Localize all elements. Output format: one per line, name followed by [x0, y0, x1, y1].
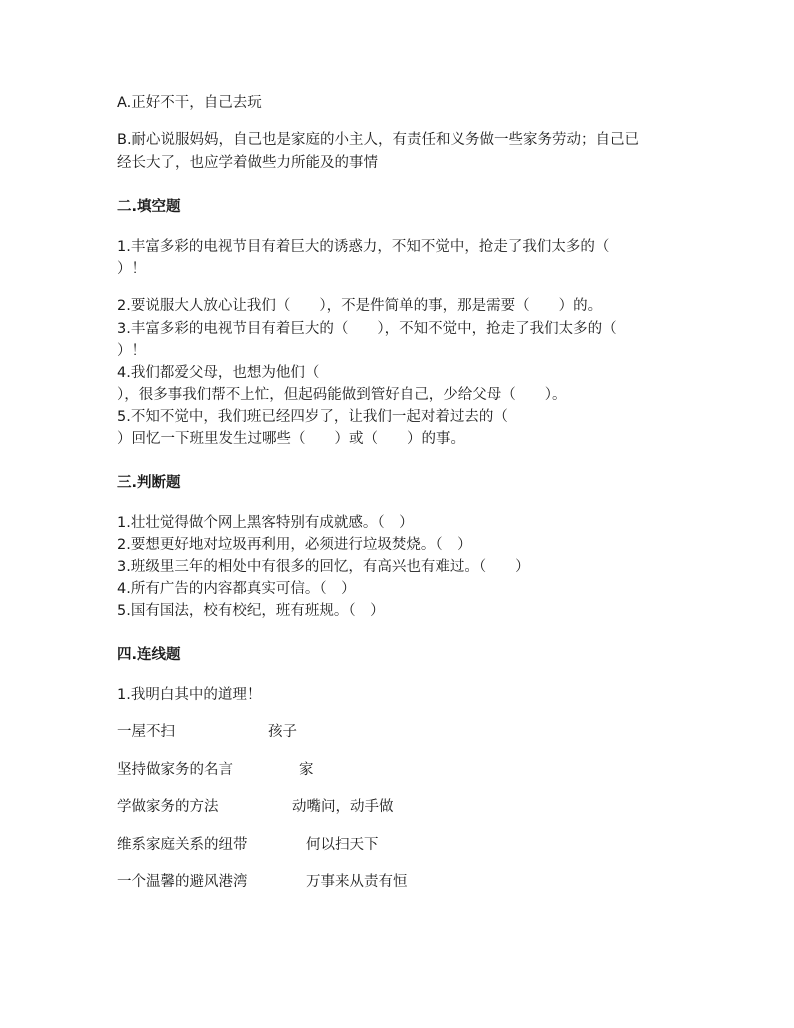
section2-title: 二.填空题	[117, 199, 181, 215]
match-right-item: 孩子	[268, 724, 297, 740]
match-right-item: 何以扫天下	[306, 837, 379, 853]
match-right-item: 家	[299, 762, 314, 778]
judge-q4: 4.所有广告的内容都真实可信。（ ）	[117, 581, 356, 597]
fill-q1-line2: ）！	[117, 261, 146, 277]
match-q1: 1.我明白其中的道理！	[117, 687, 262, 703]
match-left-item: 一个温馨的避风港湾	[117, 874, 248, 890]
judge-q2: 2.要想更好地对垃圾再利用，必须进行垃圾焚烧。（ ）	[117, 537, 472, 553]
fill-q4-line1: 4.我们都爱父母，也想为他们（	[117, 365, 320, 381]
fill-q2: 2.要说服大人放心让我们（ ），不是件简单的事，那是需要（ ）的。	[117, 298, 603, 314]
option-b-line2: 经长大了，也应学着做些力所能及的事情	[117, 155, 378, 171]
fill-q5-line1: 5.不知不觉中，我们班已经四岁了，让我们一起对着过去的（	[117, 409, 508, 425]
option-b-line1: B.耐心说服妈妈，自己也是家庭的小主人，有责任和义务做一些家务劳动；自己已	[117, 132, 640, 148]
judge-q5: 5.国有国法，校有校纪，班有班规。（ ）	[117, 603, 385, 619]
match-left-item: 学做家务的方法	[117, 799, 219, 815]
option-a: A.正好不干，自己去玩	[117, 95, 262, 111]
fill-q3-line1: 3.丰富多彩的电视节目有着巨大的（ ），不知不觉中，抢走了我们太多的（	[117, 321, 617, 337]
fill-q4-line2: ），很多事我们帮不上忙，但起码能做到管好自己，少给父母（ ）。	[117, 387, 567, 403]
match-right-item: 万事来从责有恒	[306, 874, 408, 890]
fill-q5-line2: ）回忆一下班里发生过哪些（ ）或（ ）的事。	[117, 431, 465, 447]
fill-q1-line1: 1.丰富多彩的电视节目有着巨大的诱惑力，不知不觉中，抢走了我们太多的（	[117, 239, 610, 255]
match-left-item: 一屋不扫	[117, 724, 175, 740]
section3-title: 三.判断题	[117, 475, 181, 491]
judge-q1: 1.壮壮觉得做个网上黑客特别有成就感。（ ）	[117, 515, 414, 531]
judge-q3: 3.班级里三年的相处中有很多的回忆，有高兴也有难过。（ ）	[117, 559, 530, 575]
match-right-item: 动嘴问，动手做	[292, 799, 394, 815]
match-left-item: 坚持做家务的名言	[117, 762, 233, 778]
section4-title: 四.连线题	[117, 647, 181, 663]
match-left-item: 维系家庭关系的纽带	[117, 837, 248, 853]
fill-q3-line2: ）！	[117, 343, 146, 359]
